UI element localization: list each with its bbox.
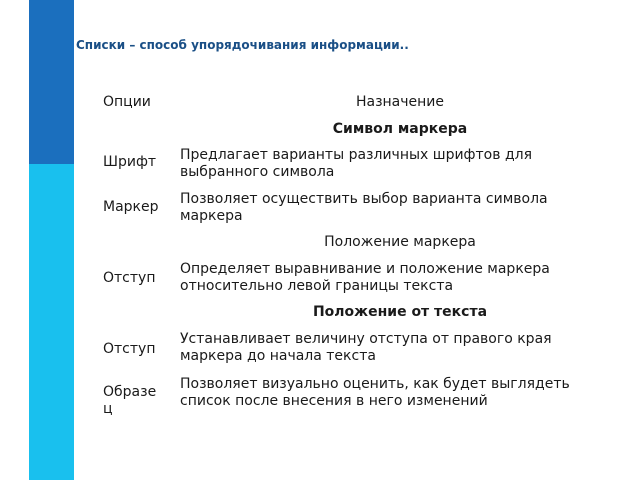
accent-bar-dark: [28, 0, 74, 164]
row-sample-option: [103, 384, 156, 418]
section-marker-symbol: Символ маркера: [332, 121, 468, 137]
header-purpose: Назначение: [355, 94, 445, 110]
section-marker-position: Положение маркера: [324, 234, 476, 250]
slide-title: Списки – способ упорядочивания информации..: [76, 38, 409, 52]
row-indent2-option: Отступ: [103, 341, 156, 357]
row-font-desc: Предлагает варианты различных шрифтов для выбранного символа: [180, 147, 533, 180]
row-font-option: Шрифт: [103, 154, 157, 170]
row-sample-desc: Позволяет визуально оценить, как будет выглядеть список после внесения в него изменений: [180, 376, 570, 409]
row-sample-option-line2: ц: [103, 401, 113, 417]
row-marker-desc: Позволяет осуществить выбор варианта символа маркера: [180, 191, 548, 224]
row-sample-option-line1: Образе: [103, 384, 157, 400]
accent-bar-light: [28, 164, 74, 480]
row-indent2-desc: Устанавливает величину отступа от правого края маркера до начала текста: [180, 331, 552, 364]
section-text-position: Положение от текста: [312, 304, 488, 320]
header-option: Опции: [103, 94, 151, 110]
row-indent1-option: Отступ: [103, 270, 156, 286]
row-indent1-desc: Определяет выравнивание и положение маркера относительно левой границы текста: [180, 261, 550, 294]
row-marker-option: Маркер: [103, 199, 159, 215]
accent-bar-edge: [28, 0, 29, 480]
